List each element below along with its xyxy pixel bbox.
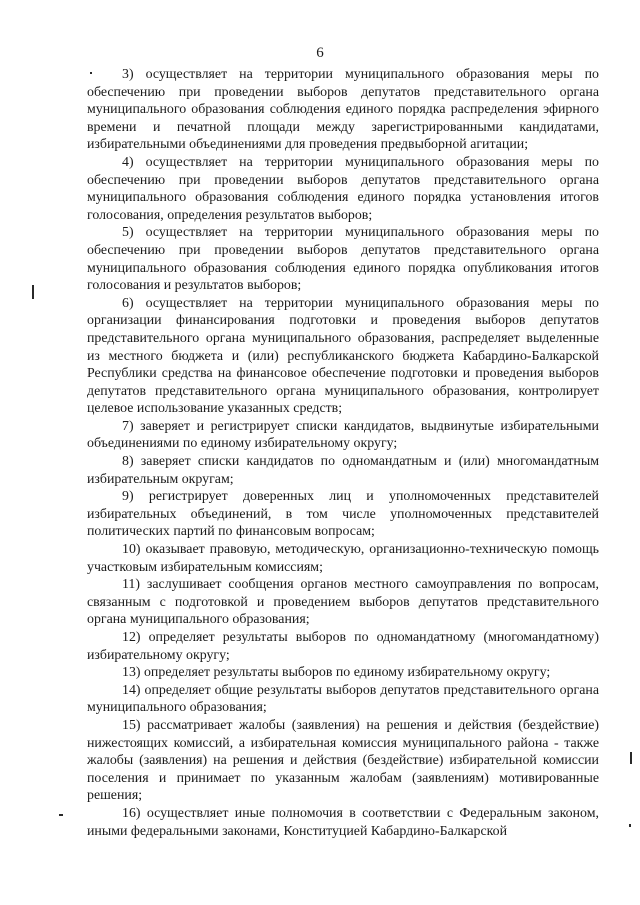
list-item-14: 14) определяет общие результаты выборов депутатов представительного органа муниципального образования; xyxy=(87,682,599,716)
document-body xyxy=(87,66,599,840)
list-item-16: 16) осуществляет иные полномочия в соответствии с Федеральным законом, иными федеральными законами, Конституцией Кабардино-Балкарской xyxy=(87,805,599,839)
list-item-10: 10) оказывает правовую, методическую, организационно-техническую помощь участковым избирательным комиссиям; xyxy=(87,542,599,575)
page-number: 6 xyxy=(316,45,324,61)
scan-mark-dot xyxy=(90,72,92,74)
scan-mark-left-bar xyxy=(32,285,34,299)
scan-mark-right-edge-2 xyxy=(629,824,631,827)
list-item-12: 12) определяет результаты выборов по одномандатному (многомандатному) избирательному округу; xyxy=(87,630,599,663)
list-item-3: 3) осуществляет на территории муниципального образования меры по обеспечению при проведении выборов депутатов представительного органа муниципального образования соблюдения единого порядка распределения эфирного времени и печатной площади между зарегистрированными кандидатами, избирательными объединениями для проведения предвыборной агитации; xyxy=(87,67,599,153)
list-item-6: 6) осуществляет на территории муниципального образования меры по организации финансирования подготовки и проведения выборов депутатов представительного органа муниципального образования, распределяет выделенные из местного бюджета и (или) республиканского бюджета Кабардино-Балкарской Республики средства на финансовое обеспечение подготовки и проведения выборов депутатов представительного органа муниципального образования, контролирует целевое использование указанных средств; xyxy=(87,295,599,417)
list-item-8: 8) заверяет списки кандидатов по одномандатным и (или) многомандатным избирательным округам; xyxy=(87,454,599,487)
list-item-13: 13) определяет результаты выборов по единому избирательному округу; xyxy=(122,665,551,681)
scan-mark-dash xyxy=(59,814,63,816)
list-item-5: 5) осуществляет на территории муниципального образования меры по обеспечению при проведении выборов депутатов представительного органа муниципального образования соблюдения единого порядка опубликования итогов голосования и результатов выборов; xyxy=(87,225,599,294)
list-item-7: 7) заверяет и регистрирует списки кандидатов, выдвинутые избирательными объединениями по единому избирательному округу; xyxy=(87,418,599,452)
list-item-11: 11) заслушивает сообщения органов местного самоуправления по вопросам, связанным с подготовкой и проведением выборов депутатов представительного органа муниципального образования; xyxy=(87,577,599,628)
list-item-4: 4) осуществляет на территории муниципального образования меры по обеспечению при проведении выборов депутатов представительного органа муниципального образования соблюдения единого порядка установления итогов голосования, определения результатов выборов; xyxy=(87,154,599,223)
scan-mark-right-edge xyxy=(630,752,632,764)
list-item-15: 15) рассматривает жалобы (заявления) на решения и действия (бездействие) нижестоящих комиссий, а избирательная комиссия муниципального района - также жалобы (заявления) на решения и действия (бездействие) избирательной комиссии поселения и принимает по указанным жалобам (заявлениям) мотивированные решения; xyxy=(87,717,599,804)
list-item-9: 9) регистрирует доверенных лиц и уполномоченных представителей избирательных объединений, в том числе уполномоченных представителей политических партий по финансовым вопросам; xyxy=(87,489,599,540)
